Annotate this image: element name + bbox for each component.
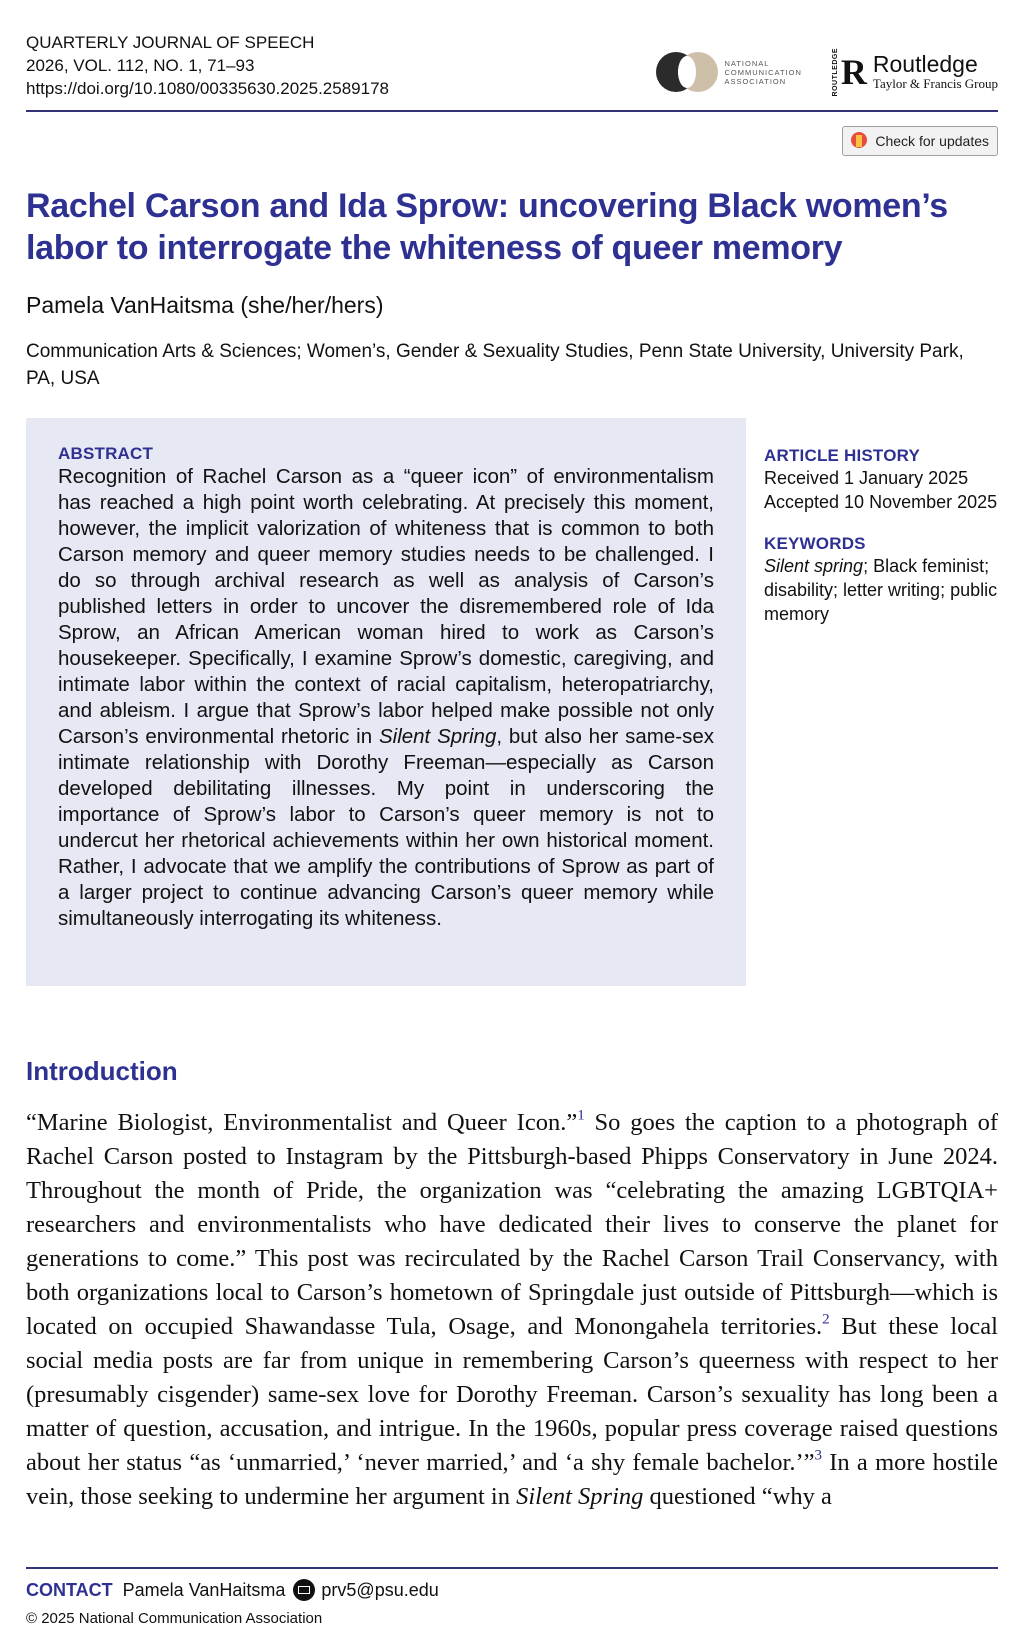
journal-meta [26, 31, 389, 100]
nca-circles-icon [656, 52, 718, 92]
article-sidebar [764, 446, 1004, 626]
article-title: Rachel Carson and Ida Sprow: uncovering Black women’s labor to interrogate the whiteness of queer memory [26, 187, 948, 267]
check-for-updates-label: Check for updates [875, 133, 989, 149]
journal-issue: 2026, VOL. 112, NO. 1, 71–93 [26, 56, 255, 75]
check-for-updates-button[interactable] [842, 126, 998, 156]
routledge-side-text: ROUTLEDGE [831, 47, 839, 97]
crossmark-icon [851, 132, 867, 150]
email-icon [293, 1579, 315, 1601]
article-author: Pamela VanHaitsma (she/her/hers) [26, 292, 384, 318]
received-date: Received 1 January 2025 [764, 468, 969, 488]
contact-email[interactable]: prv5@psu.edu [321, 1579, 439, 1600]
footer-rule [26, 1567, 998, 1569]
introduction-paragraph: “Marine Biologist, Environmentalist and Queer Icon.”$^1$ So goes the caption to a photograph of Rachel Carson posted to Instagram by the Pittsburgh-based Phipps Conservatory in June 2024. Throughout the month of Pride, the organization was “celebrating the amazing LGBTQIA+ researchers and environmentalists who have dedicated their lives to conserve the planet for generations to come.” This post was recirculated by the Rachel Carson Trail Conservancy, with both organizations local to Carson’s hometown of Springdale just outside of Pittsburgh—which is located on occupied Shawandasse Tula, Osage, and Monongahela territories.$^2$ But these local social media posts are far from unique in remembering Carson’s queerness with respect to her (presumably cisgender) same-sex love for Dorothy Freeman. Carson’s sexuality has long been a matter of question, accusation, and intrigue. In the 1960s, popular press coverage raised questions about her status “as ‘unmarried,’ ‘never married,’ and ‘a shy female bachelor.’”$^3$ In a more hostile vein, those seeking to undermine her argument in Silent Spring questioned “why a [26, 1107, 998, 1510]
footnote-3-link[interactable]: 3 [814, 1447, 822, 1464]
abstract-text: Recognition of Rachel Carson as a “queer icon” of environmentalism has reached a high point worth celebrating. At precisely this moment, however, the implicit valorization of whiteness that is common to both Carson memory and queer memory studies needs to be challenged. I do so through archival research as well as analysis of Carson’s published letters in order to uncover the disremembered role of Ida Sprow, an African American woman hired to work as Carson’s housekeeper. Specifically, I examine Sprow’s domestic, caregiving, and intimate labor within the context of racial capitalism, heteropatriarchy, and ableism. I argue that Sprow’s labor helped make possible not only Carson’s environmental rhetoric in Silent Spring, but also her same-sex intimate relationship with Dorothy Freeman—especially as Carson developed debilitating illnesses. My point in underscoring the importance of Sprow’s labor to Carson’s queer memory is not to undercut her rhetorical achievements within her own historical moment. Rather, I advocate that we amplify the contributions of Sprow as part of a larger project to continue advancing Carson’s queer memory while simultaneously interrogating its whiteness. [58, 465, 715, 930]
journal-name: QUARTERLY JOURNAL OF SPEECH [26, 33, 315, 52]
routledge-name: Routledge [872, 51, 978, 78]
routledge-r-icon: R [840, 51, 867, 92]
accepted-date: Accepted 10 November 2025 [764, 492, 998, 512]
routledge-logo [832, 48, 998, 96]
footnote-1-link[interactable]: 1 [577, 1107, 585, 1124]
contact-label: CONTACT [26, 1579, 113, 1600]
journal-doi[interactable]: https://doi.org/10.1080/00335630.2025.2589178 [26, 79, 389, 98]
publisher-logos [656, 44, 998, 100]
introduction-heading: Introduction [26, 1056, 178, 1086]
contact-line [26, 1579, 439, 1601]
abstract-box [26, 418, 746, 986]
keywords-list: Silent spring; Black feminist; disability; letter writing; public memory [764, 556, 998, 624]
contact-name: Pamela VanHaitsma [122, 1579, 286, 1600]
author-affiliation: Communication Arts & Sciences; Women’s, Gender & Sexuality Studies, Penn State University, University Park, PA, USA [26, 341, 964, 389]
abstract-label: ABSTRACT [58, 444, 154, 463]
copyright-notice: © 2025 National Communication Association [26, 1610, 323, 1627]
keywords-label: KEYWORDS [764, 534, 866, 553]
article-history-label: ARTICLE HISTORY [764, 446, 921, 465]
nca-logo [656, 52, 801, 92]
header-rule [26, 110, 998, 112]
footnote-2-link[interactable]: 2 [822, 1311, 830, 1328]
routledge-group: Taylor & Francis Group [872, 76, 998, 92]
nca-logo-text: NATIONAL COMMUNICATION ASSOCIATION [724, 58, 802, 86]
